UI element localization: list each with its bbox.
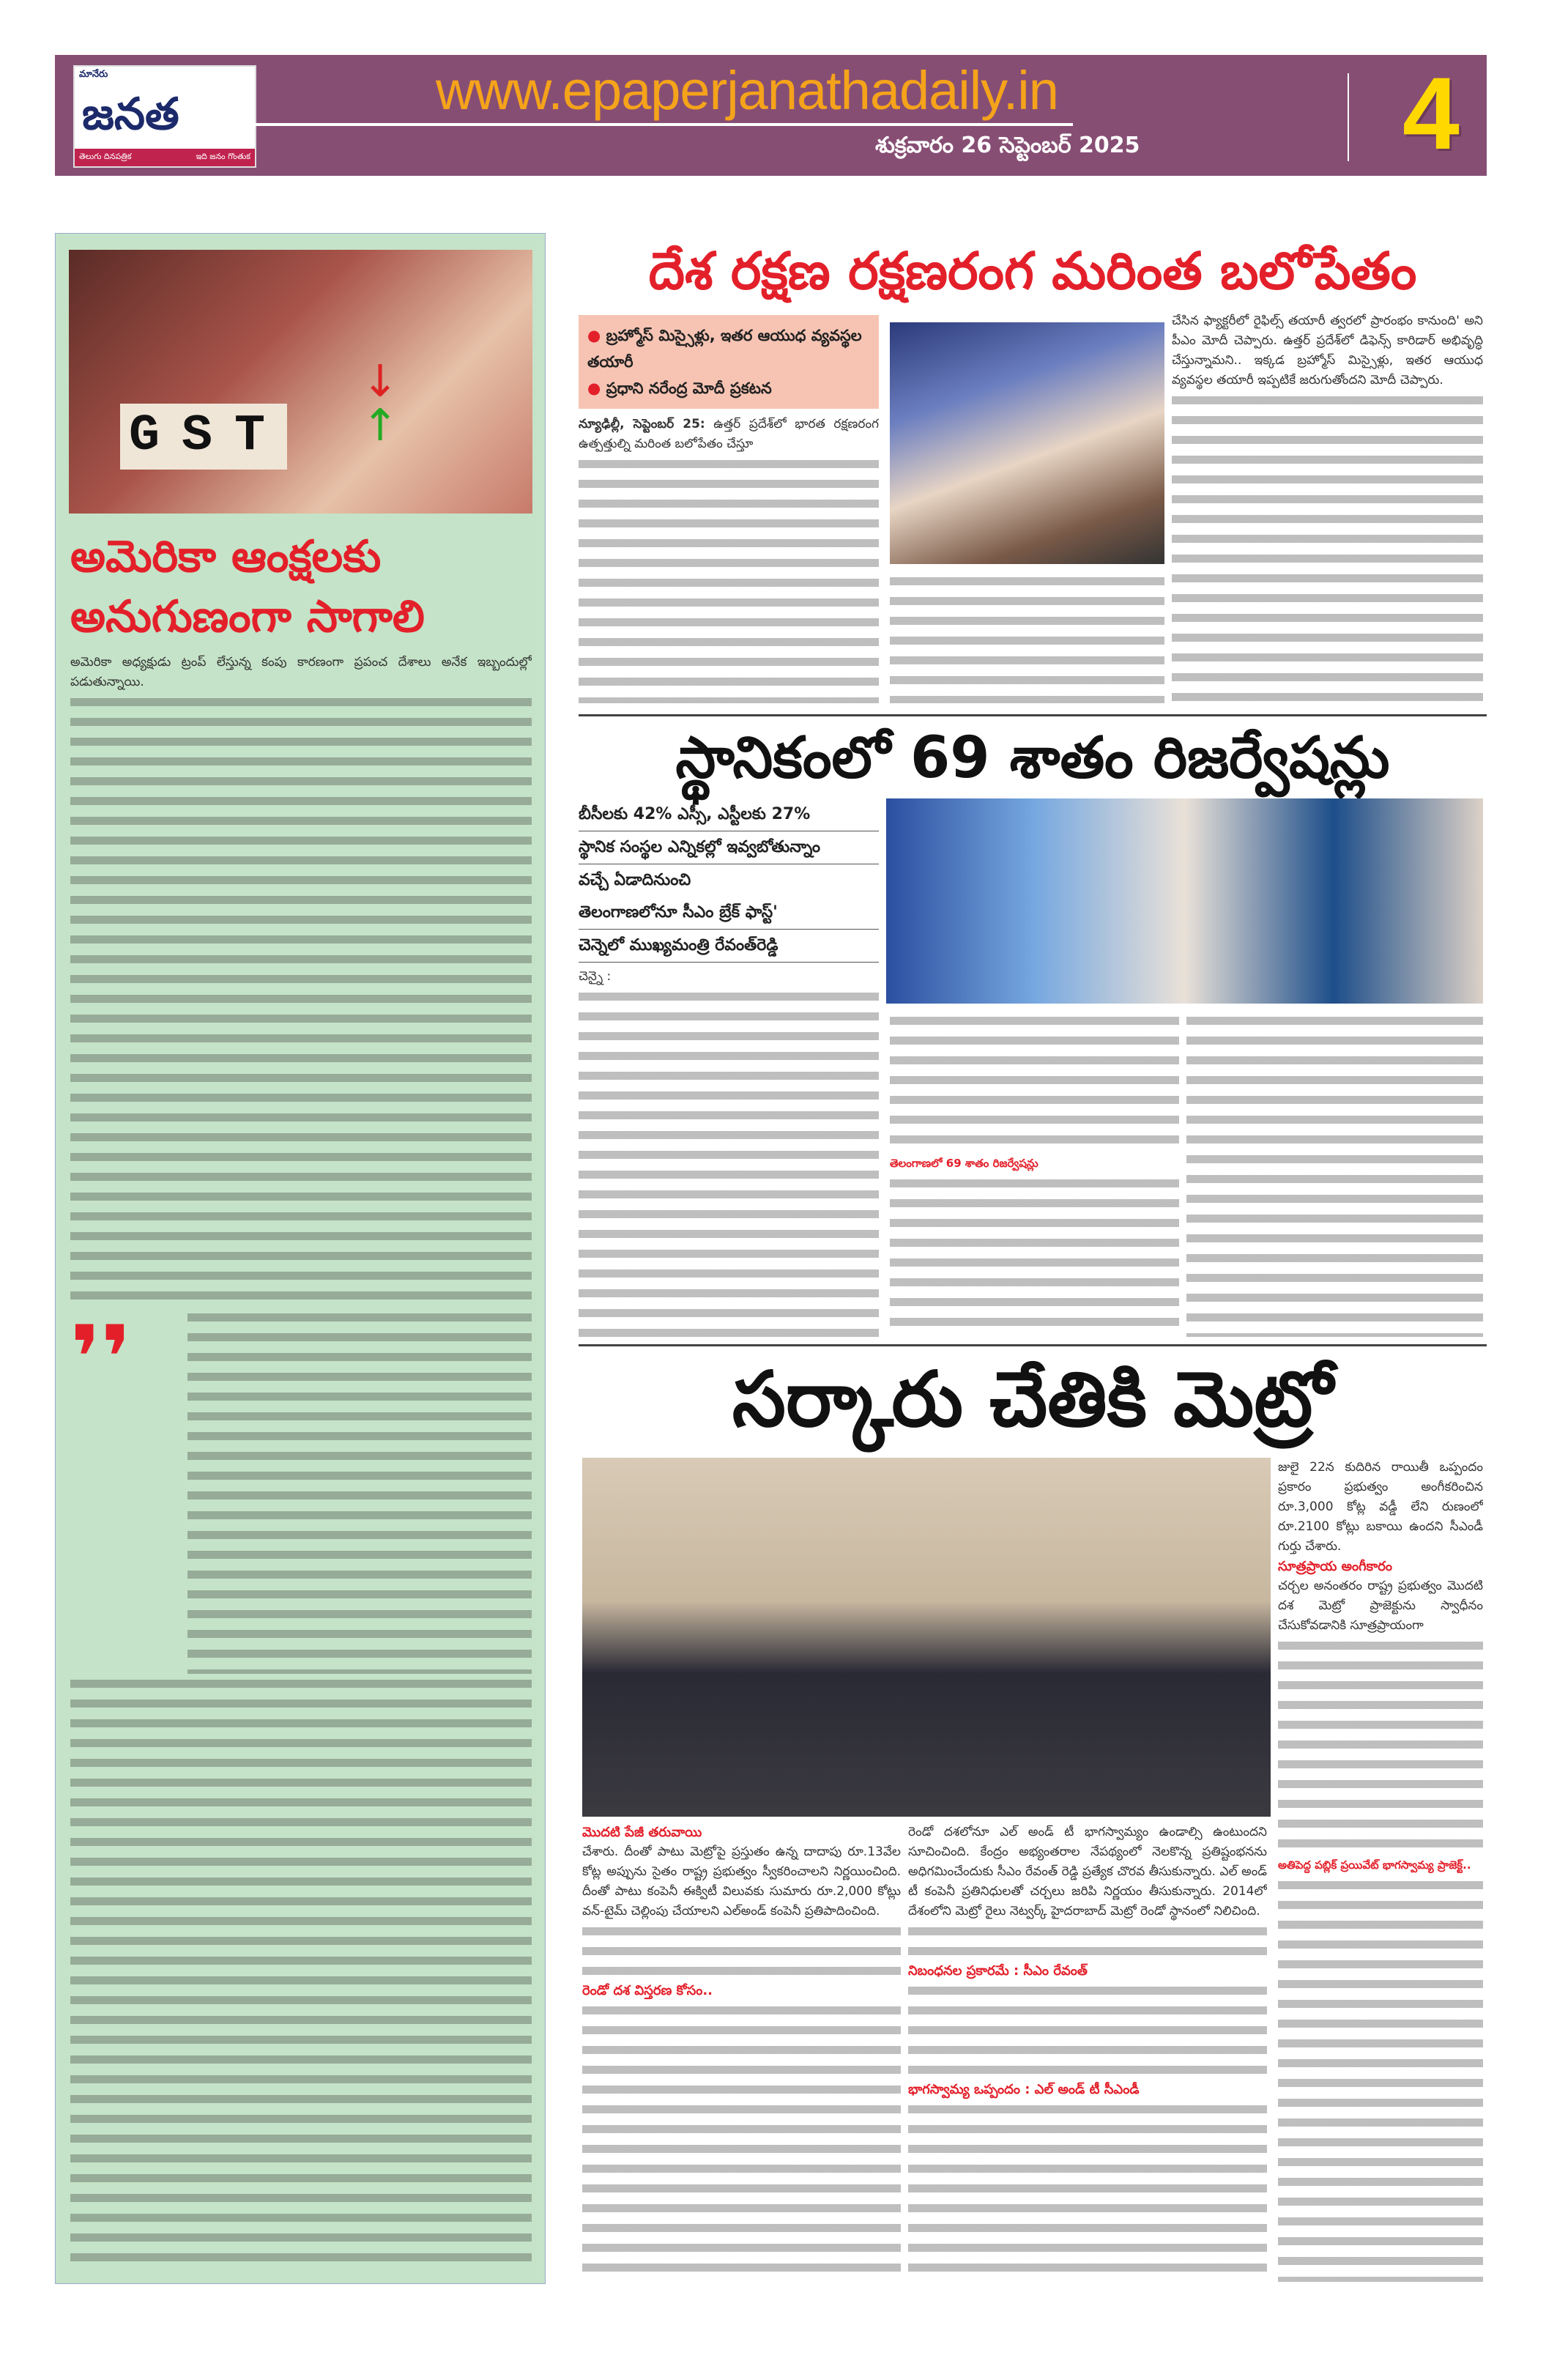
left-body-text <box>70 692 532 1308</box>
story2-col2-text <box>890 1011 1179 1154</box>
story1-col1 <box>579 315 879 703</box>
story1-headline: దేశ రక్షణ రక్షణరంగ మరింత బలోపేతం <box>648 241 1417 301</box>
story1-col3: చేసిన ఫ్యాక్టరీలో రైఫిల్స్ తయారీ త్వరలో ప్రారంభం కానుంది' అని పీఎం మోదీ చెప్పారు. ఉత్తర్ ప్రదేశ్‌లో డిఫెన్స్ కారిడార్ అభివృద్ధి చేస్తున్నామని.. ఇక్కడ బ్రహ్మోస్ మిస్సైళ్లు, ఇతర ఆయుధ వ్యవస్థల తయారీ ఇప్పటికే జరుగుతోందని మోదీ చెప్పారు. <box>1172 314 1483 388</box>
story2-headline: స్థానికంలో 69 శాతం రిజర్వేషన్లు <box>675 725 1390 791</box>
left-column-story <box>55 233 546 2284</box>
story3-col3-text <box>1278 1636 1483 1856</box>
story2-col1 <box>579 798 879 1337</box>
story3-subhead: సూత్రప్రాయ అంగీకారం <box>1278 1559 1393 1574</box>
website-url[interactable]: www.epaperjanathadaily.in <box>436 60 1058 121</box>
story2-deck: చెన్నెలో ముఖ్యమంత్రి రేవంత్‌రెడ్డి <box>579 930 879 963</box>
story2-deck: బీసీలకు 42% ఎస్సీ, ఎస్టీలకు 27% <box>579 798 879 831</box>
story3-col3-start: జులై 22న కుదిరిన రాయితీ ఒప్పందం ప్రకారం ప్రభుత్వం అంగీకరించిన రూ.3,000 కోట్ల వడ్డీ లేని రుణంలో రూ.2100 కోట్లు బకాయి ఉందని సీఎండీ గుర్తు చేశారు. <box>1278 1460 1483 1554</box>
left-headline: అమెరికా ఆంక్షలకు అనుగుణంగా సాగాలి <box>70 531 425 642</box>
story2-dateline: చెన్నై : <box>579 969 612 984</box>
gst-blocks: GST <box>120 404 287 470</box>
page-number: 4 <box>1402 56 1460 171</box>
story3-subhead: భాగస్వామ్య ఒప్పందం : ఎల్ అండ్ టీ సీఎండీ <box>908 2082 1140 2097</box>
story2-photo-event <box>886 798 1483 1004</box>
masthead-rule <box>253 123 1073 126</box>
story3-col3-after: చర్చల అనంతరం రాష్ట్ర ప్రభుత్వం మొదటి దశ మెట్రో ప్రాజెక్టును స్వాధీనం చేసుకోవడానికి సూత్రప్రాయంగా <box>1278 1579 1483 1633</box>
story2-deck: స్థానిక సంస్థల ఎన్నికల్లో ఇవ్వబోతున్నాం <box>579 831 879 864</box>
story1-photo-modi <box>890 322 1164 564</box>
issue-date: శుక్రవారం 26 సెప్టెంబర్ 2025 <box>875 133 1140 158</box>
story3-col2-start: రెండో దశలోనూ ఎల్ అండ్ టీ భాగస్వామ్యం ఉండాల్సి ఉంటుందని సూచించింది. కేంద్రం అభ్యంతరాల నేపథ్యంలో నెలకొన్న ప్రతిష్టంభనను అధిగమించేందుకు సీఎం రేవంత్ రెడ్డి ప్రత్యేక చొరవ తీసుకున్నారు. ఎల్ అండ్ టీ కంపెనీ ప్రతినిధులతో చర్చలు జరిపి నిర్ణయం తీసుకున్నారు. 2014లో దేశంలోని మెట్రో రైలు నెట్వర్క్ హైదరాబాద్ మెట్రో రెండో స్థానంలో నిలిచింది. <box>908 1825 1267 1919</box>
divider <box>579 714 1487 716</box>
story3-col1 <box>582 1823 901 2282</box>
story3-subhead: నిబంధనల ప్రకారమే : సీఎం రేవంత్ <box>908 1963 1088 1979</box>
story2-deck: వచ్చే ఏడాదినుంచి <box>579 871 691 889</box>
masthead-vertical-rule <box>1348 73 1349 161</box>
story1-body: న్యూఢిల్లీ, సెప్టెంబర్ 25: ఉత్తర్ ప్రదేశ్‌లో భారత రక్షణరంగ ఉత్పత్తుల్ని మరింత బలోపేతం చేస్తూ <box>579 417 879 451</box>
story2-col2-text-2 <box>890 1174 1179 1337</box>
quote-mark-icon: ❜❜ <box>70 1308 132 1409</box>
up-down-arrows-icon: ↓ ↑ <box>362 356 399 451</box>
left-body-text-indented <box>187 1308 532 1674</box>
story1-deck <box>579 315 879 409</box>
newspaper-logo <box>73 65 256 168</box>
story3-subhead: అతిపెద్ద పబ్లిక్ ప్రయివేట్ భాగస్వామ్య ప్రాజెక్ట్.. <box>1278 1858 1471 1872</box>
logo-tag-right: ఇది జనం గొంతుక <box>196 152 250 161</box>
story3-subhead: రెండో దశ విస్తరణ కోసం.. <box>582 1983 713 1998</box>
story3-col1-text-2 <box>582 2001 901 2282</box>
story1-bullet: ● బ్రహ్మోస్ మిస్సైళ్లు, ఇతర ఆయుధ వ్యవస్థల తయారీ <box>587 327 862 371</box>
story2-subhead: తెలంగాణలో 69 శాతం రిజర్వేషన్లు <box>890 1157 1038 1170</box>
story3-col3 <box>1278 1458 1483 2282</box>
left-body-start: అమెరికా అధ్యక్షుడు ట్రంప్ లేస్తున్న కంపు కారణంగా ప్రపంచ దేశాలు అనేక ఇబ్బందుల్లో పడుతున్నాయి. <box>70 655 532 689</box>
gst-photo <box>69 250 532 514</box>
story2-body-text <box>579 987 879 1337</box>
story1-bullet: ● ప్రధాని నరేంద్ర మోదీ ప్రకటన <box>587 379 772 397</box>
story2-col2 <box>890 1011 1179 1337</box>
divider <box>579 1344 1487 1346</box>
story1-dateline: న్యూఢిల్లీ, సెప్టెంబర్ 25: <box>579 417 705 431</box>
quote-row <box>70 1308 532 1674</box>
left-story-stack <box>70 527 532 2270</box>
logo-prefix: మానేరు <box>79 69 108 80</box>
story3-col2-text-2 <box>908 1981 1267 2080</box>
story1-body-text <box>579 454 879 703</box>
story3-col2-text-3 <box>908 2099 1267 2282</box>
story1-col3-text <box>1172 390 1483 703</box>
story1-col3-stack <box>1172 311 1483 703</box>
story3-col2-text <box>908 1921 1267 1961</box>
story3-col1-text <box>582 1921 901 1981</box>
story3-headline: సర్కారు చేతికి మెట్రో <box>732 1354 1334 1444</box>
story3-col2 <box>908 1823 1267 2282</box>
logo-name: జనత <box>82 89 179 140</box>
story3-col3-text-2 <box>1278 1875 1483 2282</box>
story3-photo-group <box>582 1458 1271 1817</box>
story1-body-text-2 <box>890 571 1164 703</box>
story2-col3-text <box>1186 1011 1483 1337</box>
story3-col1-start: చేశారు. దీంతో పాటు మెట్రోపై ప్రస్తుతం ఉన్న దాదాపు రూ.13వేల కోట్ల అప్పును సైతం రాష్ట్ర ప్రభుత్వం స్వీకరించాలని నిర్ణయించింది. దీంతో పాటు కంపెనీ ఈక్విటీ విలువకు సుమారు రూ.2,000 కోట్లు వన్-టైమ్ చెల్లింపు చేయాలని ఎల్అండ్ కంపెనీ ప్రతిపాదించింది. <box>582 1845 901 1919</box>
story3-continued-label: మొదటి పేజీ తరువాయి <box>582 1825 702 1840</box>
masthead <box>55 55 1487 176</box>
logo-tag-left: తెలుగు దినపత్రిక <box>79 152 132 161</box>
logo-tagline-strip <box>75 149 255 166</box>
left-body-text-lower <box>70 1674 532 2270</box>
story2-deck: తెలంగాణలోనూ సీఎం బ్రేక్ ఫాస్ట్' <box>579 897 879 930</box>
